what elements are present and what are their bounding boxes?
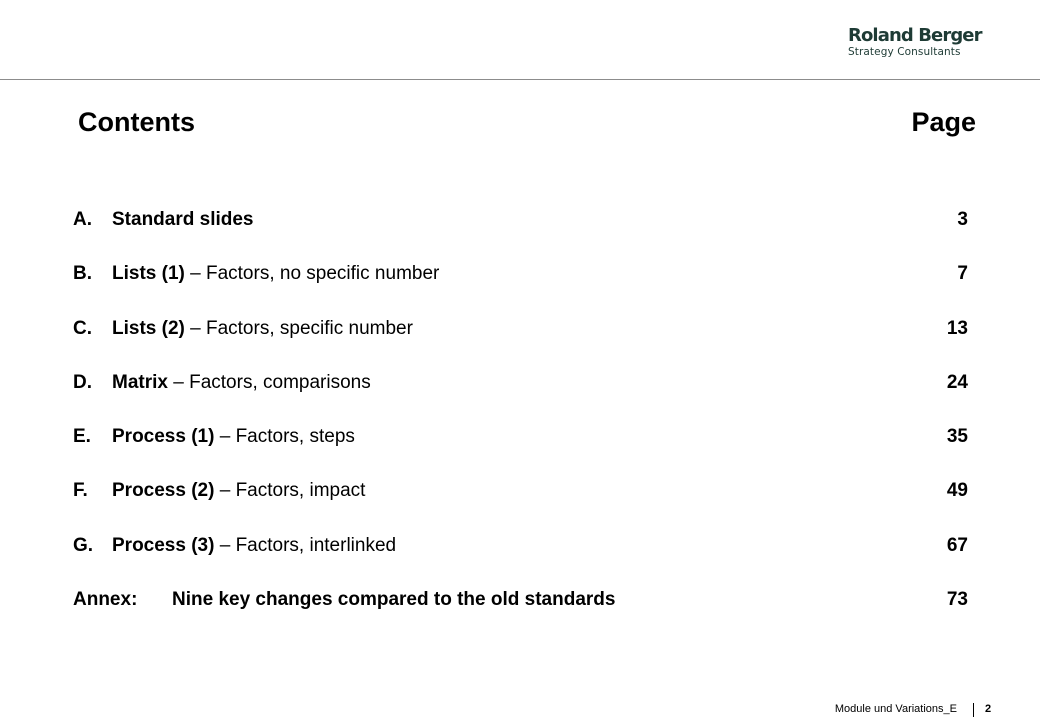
toc-entry-title-rest: – Factors, no specific number: [184, 263, 440, 285]
toc-entry-title: [112, 259, 439, 289]
toc-entry-title-rest: – Factors, specific number: [184, 317, 413, 339]
toc-entry-letter: Annex:: [73, 589, 138, 611]
toc-entry-b[interactable]: [73, 259, 968, 313]
toc-entry-page: 13: [946, 317, 968, 339]
toc-entry-title-bold: Process (3): [112, 534, 215, 556]
toc-entry-letter: A.: [73, 209, 92, 230]
toc-entry-page: 24: [946, 371, 968, 393]
toc-entry-title: [112, 531, 396, 561]
toc-entry-title-rest: – Factors, impact: [214, 480, 366, 502]
page-column-heading: Page: [911, 107, 976, 137]
logo-wordmark: Roland Berger: [848, 25, 982, 46]
toc-entry-letter: C.: [73, 317, 92, 339]
logo-tagline: Strategy Consultants: [848, 46, 961, 58]
toc-entry-title-bold: Process (1): [112, 426, 215, 448]
toc-entry-annex[interactable]: [73, 585, 968, 639]
toc-entry-title-bold: Matrix: [112, 371, 168, 393]
footer-page-number: 2: [985, 703, 992, 715]
contents-heading: Contents: [78, 107, 195, 137]
toc-entry-page: 7: [957, 263, 968, 285]
toc-entry-title: [112, 476, 365, 506]
toc-entry-page: 35: [946, 426, 968, 448]
roland-berger-logo: [848, 25, 982, 58]
toc-entry-letter: D.: [73, 371, 92, 393]
table-of-contents: [73, 205, 968, 639]
toc-entry-title-rest: – Factors, interlinked: [214, 534, 397, 556]
toc-entry-d[interactable]: [73, 368, 968, 422]
toc-entry-page: 67: [946, 534, 968, 556]
toc-entry-title-bold: Standard slides: [112, 209, 254, 230]
toc-entry-c[interactable]: [73, 314, 968, 368]
toc-entry-page: 49: [946, 480, 968, 502]
toc-entry-letter: B.: [73, 263, 92, 285]
toc-entry-title-rest: – Factors, comparisons: [167, 371, 371, 393]
toc-entry-title-bold: Nine key changes compared to the old standards: [172, 589, 616, 611]
toc-entry-letter: G.: [73, 534, 94, 556]
footer-separator: [973, 703, 974, 717]
toc-entry-title: [112, 314, 413, 344]
toc-entry-page: 73: [946, 589, 968, 611]
toc-entry-title: [172, 585, 615, 615]
toc-entry-title-bold: Lists (1): [112, 263, 185, 285]
toc-entry-title-rest: – Factors, steps: [214, 426, 355, 448]
toc-entry-letter: E.: [73, 426, 91, 448]
toc-entry-letter: F.: [73, 480, 88, 502]
toc-entry-title: [112, 368, 371, 398]
toc-entry-g[interactable]: [73, 531, 968, 585]
footer-document-name: Module und Variations_E: [834, 703, 957, 715]
toc-entry-title-bold: Process (2): [112, 480, 215, 502]
toc-entry-title-bold: Lists (2): [112, 317, 185, 339]
toc-entry-f[interactable]: [73, 476, 968, 530]
toc-entry-page: 3: [957, 209, 968, 230]
header-divider: [0, 79, 1040, 80]
toc-entry-a[interactable]: [73, 205, 968, 259]
toc-entry-title: [112, 205, 254, 235]
toc-entry-title: [112, 422, 355, 452]
toc-entry-e[interactable]: [73, 422, 968, 476]
